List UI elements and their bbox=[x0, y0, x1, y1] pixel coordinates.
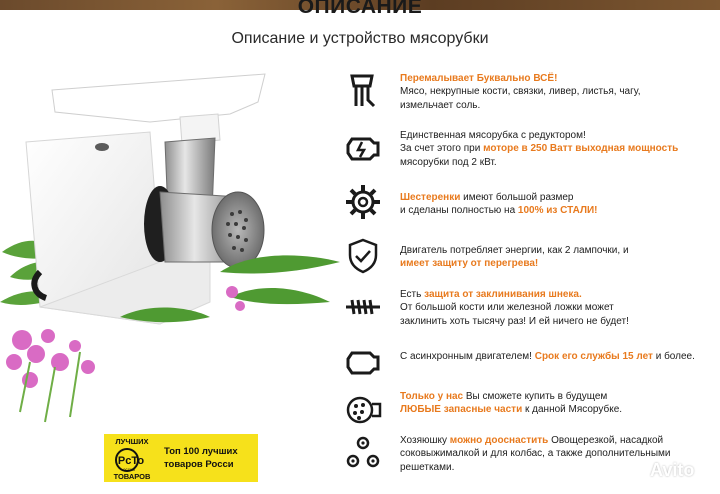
feature-text bbox=[400, 72, 700, 112]
top100-logo bbox=[107, 436, 157, 480]
highlight-text: Перемалывает Буквально ВСЁ! bbox=[400, 73, 558, 84]
feature-text bbox=[400, 390, 700, 417]
body-text: решетками. bbox=[400, 461, 455, 473]
body-text: соковыжималкой и для колбас, а также дополнительными bbox=[400, 448, 671, 460]
highlight-text: защита от заклинивания шнека. bbox=[424, 289, 582, 300]
body-text: Вы сможете купить в будущем bbox=[463, 391, 608, 402]
avito-logo-icon bbox=[618, 460, 646, 482]
highlight-text: 100% из СТАЛИ! bbox=[517, 205, 598, 217]
highlight-text: моторе в 250 Ватт выходная мощность bbox=[483, 143, 679, 155]
highlight-text: Шестеренки bbox=[400, 192, 461, 203]
body-text: Овощерезкой, насадкой bbox=[548, 435, 664, 446]
body-text: и более. bbox=[652, 351, 695, 362]
body-text: Хозяюшку bbox=[400, 435, 450, 446]
body-text: к данной Мясорубке. bbox=[522, 404, 623, 416]
body-text: От большой кости или железной ложки может bbox=[400, 302, 614, 314]
logo-mid: РсТо bbox=[117, 455, 145, 467]
page-subtitle: Описание и устройство мясорубки bbox=[231, 30, 489, 47]
auger-icon bbox=[344, 288, 382, 326]
badge-line-1: Топ 100 лучших bbox=[164, 446, 238, 457]
grinder-plate-icon bbox=[344, 390, 382, 428]
page-title: ОПИСАНИЕ bbox=[297, 0, 423, 18]
body-text: измельчает соль. bbox=[400, 99, 481, 111]
meat-grinder-photo bbox=[0, 62, 340, 427]
body-text: имеют большой размер bbox=[460, 192, 574, 203]
body-text: За счет этого при bbox=[400, 143, 484, 155]
feature-text bbox=[400, 191, 700, 218]
shield-check-icon bbox=[344, 237, 382, 275]
feature-text bbox=[400, 350, 700, 363]
gear-icon bbox=[344, 183, 382, 221]
meat-grinder-icon bbox=[344, 72, 382, 110]
badge-line-2: товаров Росси bbox=[164, 459, 234, 470]
top100-badge bbox=[104, 434, 258, 482]
feature-text bbox=[400, 129, 700, 169]
watermark-text: Avito bbox=[650, 460, 695, 480]
highlight-text: имеет защиту от перегрева! bbox=[400, 258, 539, 270]
body-text: и сделаны полностью на bbox=[400, 205, 518, 217]
highlight-text: Только у нас bbox=[400, 391, 464, 402]
highlight-text: Срок его службы 15 лет bbox=[534, 351, 653, 362]
body-text: Единственная мясорубка с редуктором! bbox=[400, 130, 586, 141]
feature-text bbox=[400, 288, 700, 328]
logo-bottom: ТОВАРОВ bbox=[113, 472, 151, 480]
body-text: заклинить хоть тысячу раз! И ей ничего не будет! bbox=[400, 315, 629, 327]
logo-top: ЛУЧШИХ bbox=[115, 437, 149, 446]
feature-text bbox=[400, 244, 700, 271]
motor-icon bbox=[344, 343, 382, 381]
logo-sub: оссии bbox=[122, 467, 136, 472]
body-text: Есть bbox=[400, 289, 425, 300]
highlight-text: можно дооснастить bbox=[449, 435, 549, 446]
highlight-text: ЛЮБЫЕ запасные части bbox=[400, 404, 523, 416]
body-text: мясорубки под 2 кВт. bbox=[400, 156, 497, 168]
body-text: Двигатель потребляет энергии, как 2 лампочки, и bbox=[400, 245, 629, 256]
body-text: Мясо, некрупные кости, связки, ливер, листья, чагу, bbox=[400, 86, 641, 98]
body-text: С асинхронным двигателем! bbox=[400, 351, 535, 362]
gears-group-icon bbox=[344, 434, 382, 472]
engine-icon bbox=[344, 129, 382, 167]
avito-watermark bbox=[614, 458, 714, 484]
